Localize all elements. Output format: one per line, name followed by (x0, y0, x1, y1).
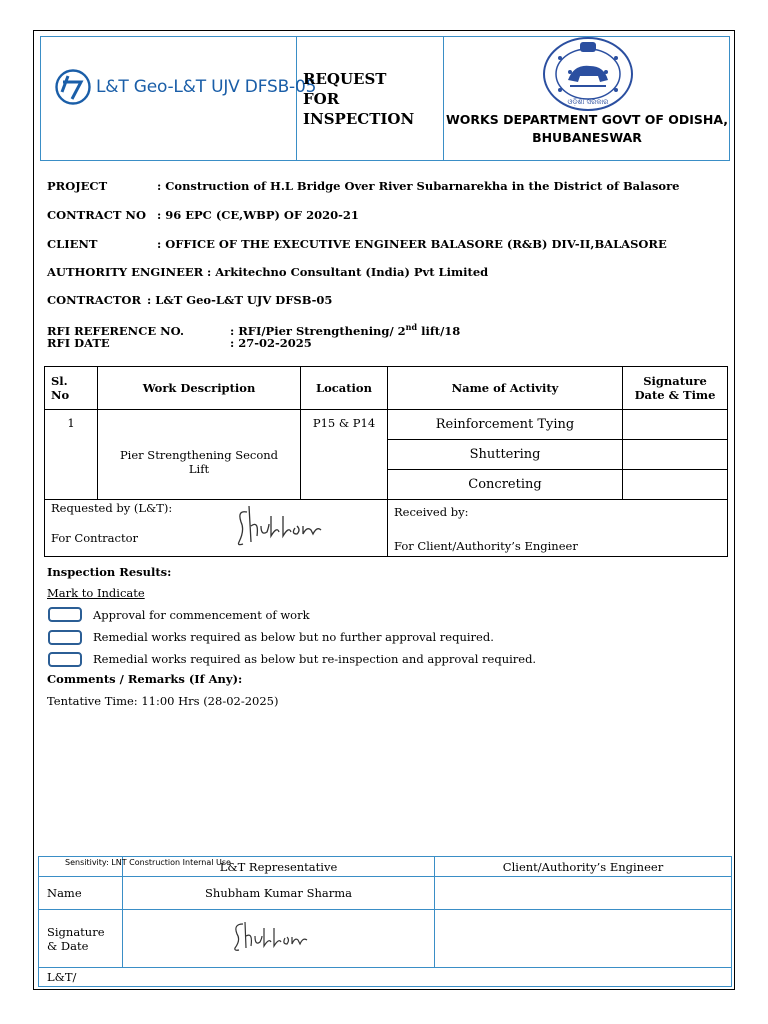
received-by-cell (388, 500, 728, 557)
client-name-cell (435, 877, 732, 910)
project-field (47, 179, 679, 193)
received-by-label: Received by: (394, 505, 469, 519)
activity-cell: Reinforcement Tying (388, 410, 623, 440)
row-work (98, 410, 301, 500)
header-sl (45, 367, 98, 410)
header-signature (623, 367, 728, 410)
tentative-time: Tentative Time: 11:00 Hrs (28-02-2025) (47, 694, 279, 708)
comments-title: Comments / Remarks (If Any): (47, 672, 243, 686)
header-work: Work Description (98, 367, 301, 410)
mark-to-indicate: Mark to Indicate (47, 586, 145, 600)
contractor-value: : L&T Geo-L&T UJV DFSB-05 (147, 293, 333, 307)
signature-date-label (39, 910, 123, 968)
project-label: PROJECT (47, 179, 108, 193)
requested-by-cell (45, 500, 388, 557)
dept-line: BHUBANESWAR (532, 130, 642, 145)
sensitivity-label: Sensitivity: LNT Construction Internal Use (65, 858, 231, 867)
department-name (446, 111, 728, 147)
remedial-no-approval-checkbox[interactable] (48, 630, 82, 645)
rfi-date-value: : 27-02-2025 (230, 336, 312, 350)
contractor-field (47, 293, 332, 307)
authority-label: AUTHORITY ENGINEER (47, 265, 204, 279)
approval-option-label: Approval for commencement of work (93, 608, 310, 622)
signature-cell (623, 410, 728, 440)
for-client-label: For Client/Authority’s Engineer (394, 539, 578, 553)
activity-cell: Concreting (388, 470, 623, 500)
signature-cell (623, 440, 728, 470)
signature-cell (623, 470, 728, 500)
authority-value: : Arkitechno Consultant (India) Pvt Limited (207, 265, 489, 279)
emblem-text: ଓଡ଼ିଶା ସରକାର (567, 98, 609, 106)
inspection-results-title: Inspection Results: (47, 565, 172, 579)
header-sig-line: Signature (643, 374, 707, 388)
lt-logo-icon (54, 68, 92, 106)
project-value: : Construction of H.L Bridge Over River Subarnarekha in the District of Balasore (157, 179, 680, 193)
remedial-reinspection-label: Remedial works required as below but re-inspection and approval required. (93, 652, 537, 666)
lt-logo (54, 68, 316, 106)
header-sl-line: No (51, 388, 70, 402)
contract-label: CONTRACT NO (47, 208, 146, 222)
for-contractor-label: For Contractor (51, 531, 139, 545)
odisha-emblem (540, 36, 636, 112)
client-engineer-header: Client/Authority’s Engineer (435, 857, 732, 877)
dept-line: WORKS DEPARTMENT GOVT OF ODISHA, (446, 112, 728, 127)
row-work-line: Lift (188, 461, 210, 476)
document-title (303, 69, 414, 129)
header-location: Location (301, 367, 388, 410)
work-table (44, 366, 728, 557)
name-label: Name (39, 877, 123, 910)
lt-representative-header: L&T Representative (123, 857, 435, 877)
remedial-reinspection-checkbox[interactable] (48, 652, 82, 667)
lt-rep-signature (231, 918, 311, 954)
client-signature-cell (435, 910, 732, 968)
authority-field (47, 265, 488, 279)
row-work-line: Pier Strengthening Second (119, 447, 279, 462)
remedial-no-approval-label: Remedial works required as below but no further approval required. (93, 630, 494, 644)
rfi-reference-suffix: lift/18 (417, 323, 461, 338)
client-value: : OFFICE OF THE EXECUTIVE ENGINEER BALASORE (R&B) DIV-II,BALASORE (157, 237, 667, 251)
rfi-date-field (47, 336, 312, 350)
client-field (47, 237, 667, 251)
header-sig-line: Date & Time (634, 388, 716, 402)
row-location: P15 & P14 (301, 410, 388, 500)
lt-rep-name: Shubham Kumar Sharma (123, 877, 435, 910)
contractor-label: CONTRACTOR (47, 293, 142, 307)
title-line: INSPECTION (303, 110, 415, 128)
rfi-date-label: RFI DATE (47, 336, 110, 350)
rfi-reference-label: RFI REFERENCE NO. (47, 323, 184, 338)
approval-checkbox[interactable] (48, 607, 82, 622)
title-line: FOR (303, 90, 340, 108)
contract-field (47, 208, 359, 222)
rfi-reference-value: : RFI/Pier Strengthening/ 2 (230, 323, 406, 338)
contract-value: : 96 EPC (CE,WBP) OF 2020-21 (157, 208, 359, 222)
client-label: CLIENT (47, 237, 98, 251)
footer-lt: L&T/ (39, 968, 732, 987)
sig-label-line: & Date (47, 938, 89, 953)
header-sl-line: Sl. (51, 374, 68, 388)
row-sl: 1 (45, 410, 98, 500)
title-line: REQUEST (303, 70, 387, 88)
activity-cell: Shuttering (388, 440, 623, 470)
sig-label-line: Signature (47, 924, 105, 939)
requested-by-label: Requested by (L&T): (51, 501, 173, 515)
lt-logo-text: L&T Geo-L&T UJV DFSB-05 (96, 77, 317, 97)
rfi-reference-sup: nd (405, 322, 418, 332)
contractor-signature (233, 502, 333, 550)
lt-rep-signature-cell (123, 910, 435, 968)
signoff-table (38, 856, 732, 987)
header-activity: Name of Activity (388, 367, 623, 410)
